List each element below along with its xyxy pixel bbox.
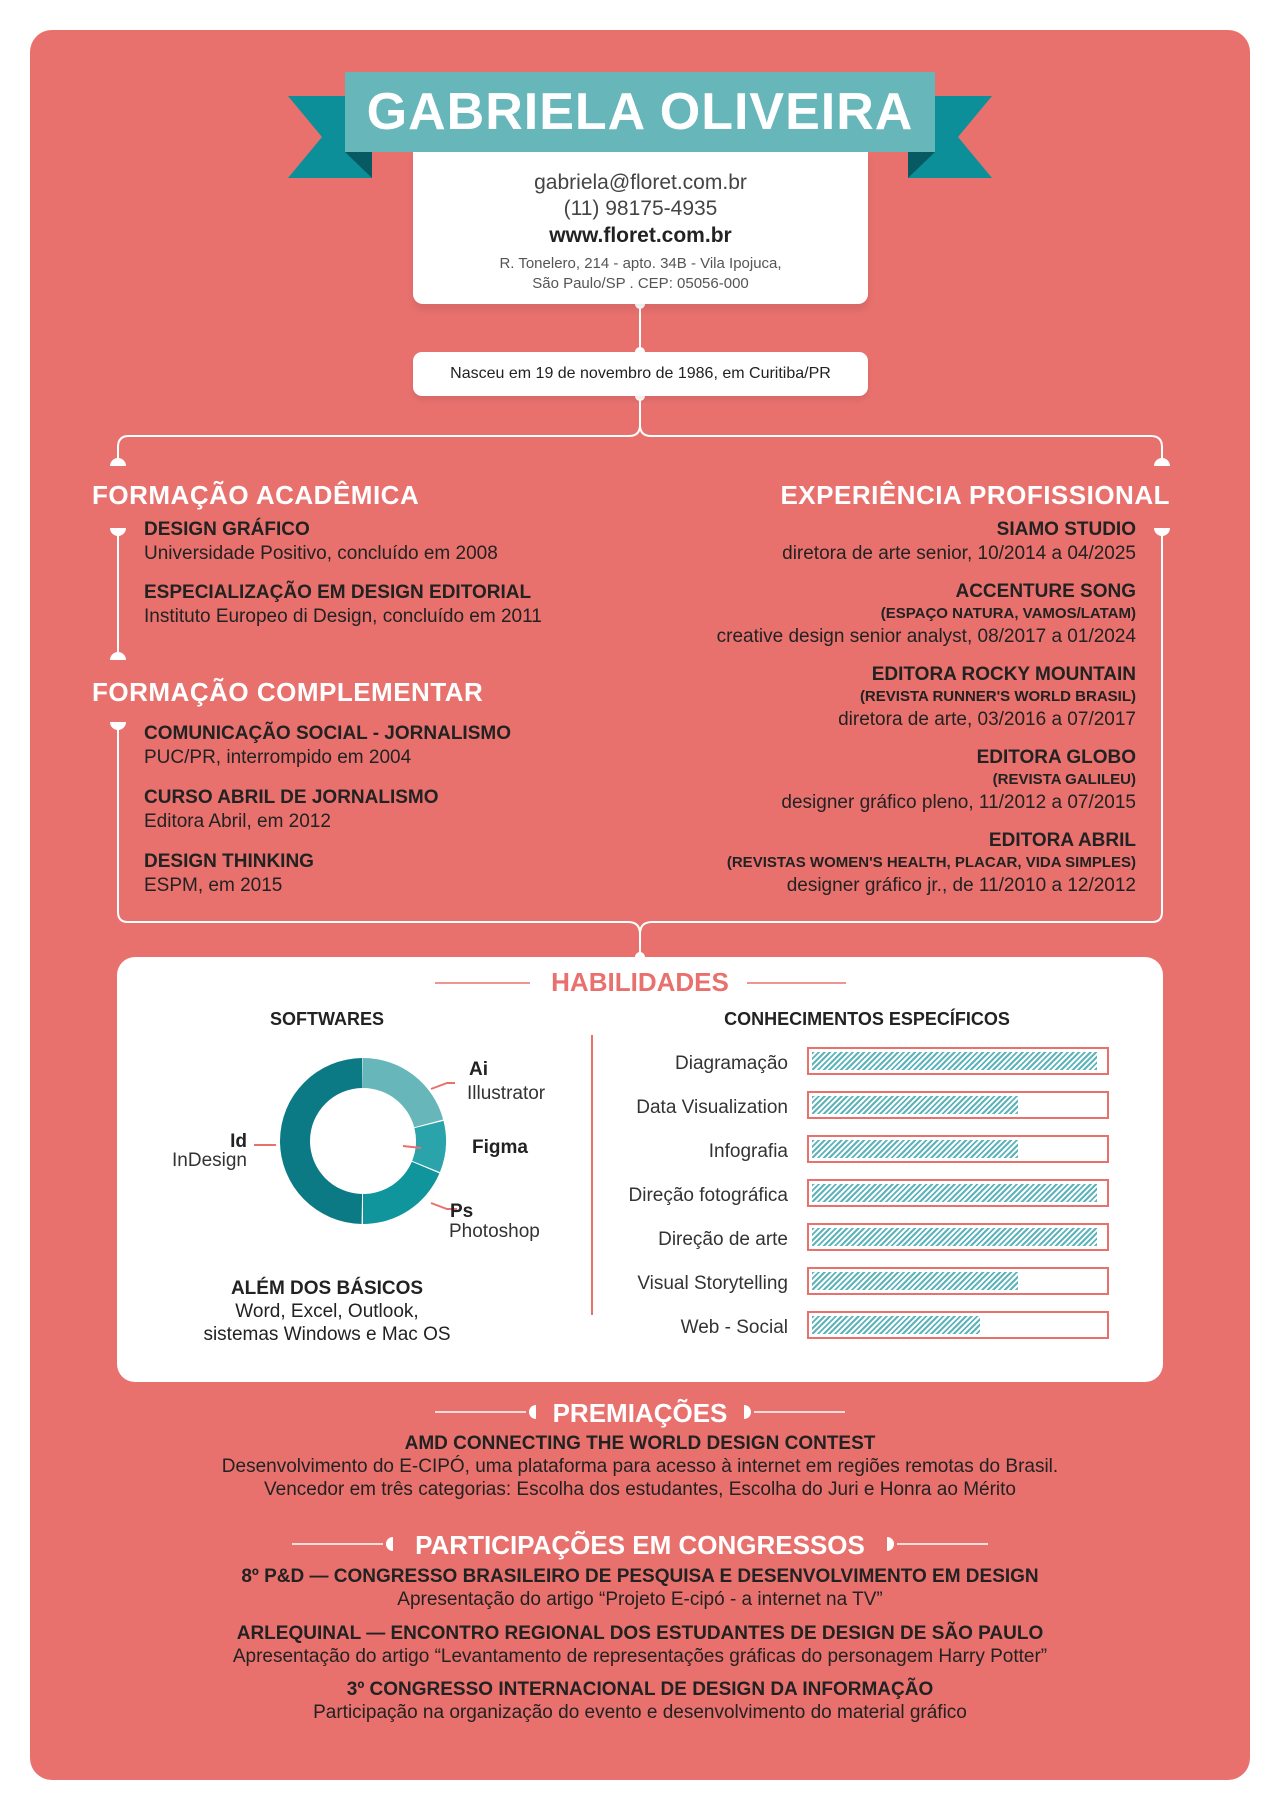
course-detail: Editora Abril, em 2012: [144, 811, 331, 832]
education-title: DESIGN GRÁFICO: [144, 519, 310, 540]
phone: (11) 98175-4935: [563, 197, 718, 220]
job-title: EDITORA GLOBO: [976, 747, 1136, 768]
donut-segment-photoshop: [363, 1162, 439, 1224]
job-subtitle: (REVISTA RUNNER'S WORLD BRASIL): [859, 688, 1136, 705]
birth-info: Nasceu em 19 de novembro de 1986, em Curitiba/PR: [413, 352, 868, 396]
education-title: ESPECIALIZAÇÃO EM DESIGN EDITORIAL: [144, 582, 532, 603]
job-title: ACCENTURE SONG: [955, 581, 1136, 602]
congress-title: 8º P&D — CONGRESSO BRASILEIRO DE PESQUISA E DESENVOLVIMENTO EM DESIGN: [241, 1566, 1039, 1587]
section-formacao-academica: FORMAÇÃO ACADÊMICA: [92, 480, 420, 510]
software-name-figma: Figma: [472, 1137, 528, 1158]
skill-label: Diagramação: [675, 1053, 788, 1074]
award-title: AMD CONNECTING THE WORLD DESIGN CONTEST: [404, 1433, 876, 1454]
job-subtitle: (ESPAÇO NATURA, VAMOS/LATAM): [880, 605, 1136, 622]
skill-bar: [807, 1091, 1109, 1119]
skill-bar: [807, 1223, 1109, 1251]
congress-title: 3º CONGRESSO INTERNACIONAL DE DESIGN DA INFORMAÇÃO: [346, 1679, 934, 1700]
course-detail: PUC/PR, interrompido em 2004: [144, 747, 412, 768]
job-title: SIAMO STUDIO: [996, 519, 1136, 540]
education-detail: Universidade Positivo, concluído em 2008: [144, 543, 498, 564]
donut-segment-illustrator: [363, 1058, 443, 1127]
alem-line-1: Word, Excel, Outlook,: [235, 1301, 419, 1322]
donut-segment-indesign: [280, 1058, 363, 1224]
congress-title: ARLEQUINAL — ENCONTRO REGIONAL DOS ESTUDANTES DE DESIGN DE SÃO PAULO: [236, 1623, 1044, 1644]
skill-bar: [807, 1179, 1109, 1207]
section-habilidades: HABILIDADES: [551, 967, 729, 997]
skill-bar: [807, 1047, 1109, 1075]
contact-card: [413, 152, 868, 304]
education-detail: Instituto Europeo di Design, concluído em 2011: [144, 606, 542, 627]
software-name-photoshop: Photoshop: [449, 1221, 540, 1242]
skill-bar: [807, 1135, 1109, 1163]
job-detail: designer gráfico jr., de 11/2010 a 12/2012: [786, 875, 1136, 896]
software-donut-chart: [117, 957, 592, 1257]
software-name-illustrator: Illustrator: [467, 1083, 546, 1104]
course-title: CURSO ABRIL DE JORNALISMO: [144, 787, 439, 808]
skill-label: Direção de arte: [658, 1229, 788, 1250]
course-detail: ESPM, em 2015: [144, 875, 283, 896]
congress-detail: Participação na organização do evento e desenvolvimento do material gráfico: [313, 1702, 967, 1723]
skill-label: Visual Storytelling: [637, 1273, 788, 1294]
software-abbr-illustrator: Ai: [469, 1059, 488, 1080]
congress-detail: Apresentação do artigo “Projeto E-cipó - a internet na TV”: [397, 1589, 883, 1610]
skill-bar: [807, 1267, 1109, 1295]
alem-title: ALÉM DOS BÁSICOS: [230, 1278, 424, 1299]
job-title: EDITORA ABRIL: [988, 830, 1136, 851]
course-title: DESIGN THINKING: [144, 851, 314, 872]
address-line-2: São Paulo/SP . CEP: 05056-000: [532, 275, 749, 292]
section-formacao-complementar: FORMAÇÃO COMPLEMENTAR: [92, 677, 484, 707]
award-line-1: Desenvolvimento do E-CIPÓ, uma plataforma para acesso à internet em regiões remotas do Brasil.: [221, 1456, 1059, 1477]
job-subtitle: (REVISTA GALILEU): [992, 771, 1136, 788]
skills-panel: [117, 957, 1163, 1382]
skill-label: Infografia: [708, 1141, 788, 1162]
website-link[interactable]: www.floret.com.br: [549, 224, 732, 247]
alem-line-2: sistemas Windows e Mac OS: [203, 1324, 451, 1345]
job-title: EDITORA ROCKY MOUNTAIN: [871, 664, 1136, 685]
job-detail: diretora de arte senior, 10/2014 a 04/2025: [782, 543, 1136, 564]
job-detail: creative design senior analyst, 08/2017 a 01/2024: [716, 626, 1136, 647]
section-experiencia: EXPERIÊNCIA PROFISSIONAL: [780, 480, 1170, 510]
award-line-2: Vencedor em três categorias: Escolha dos estudantes, Escolha do Juri e Honra ao Mérito: [264, 1479, 1016, 1500]
section-premiacoes: PREMIAÇÕES: [552, 1398, 728, 1428]
softwares-title: SOFTWARES: [269, 1009, 384, 1029]
resume-name: GABRIELA OLIVEIRA: [366, 83, 914, 141]
job-subtitle: (REVISTAS WOMEN'S HEALTH, PLACAR, VIDA SIMPLES): [726, 854, 1136, 871]
job-detail: designer gráfico pleno, 11/2012 a 07/2015: [781, 792, 1136, 813]
software-name-indesign: InDesign: [172, 1150, 247, 1171]
email[interactable]: gabriela@floret.com.br: [534, 171, 747, 194]
skill-label: Direção fotográfica: [628, 1185, 788, 1206]
job-detail: diretora de arte, 03/2016 a 07/2017: [838, 709, 1136, 730]
conhecimentos-title: CONHECIMENTOS ESPECÍFICOS: [724, 1009, 1010, 1029]
skill-label: Web - Social: [680, 1317, 788, 1338]
address-line-1: R. Tonelero, 214 - apto. 34B - Vila Ipojuca,: [499, 255, 782, 272]
software-abbr-indesign: Id: [230, 1131, 247, 1152]
congress-detail: Apresentação do artigo “Levantamento de representações gráficas do personagem Harry Potter”: [232, 1646, 1048, 1667]
skill-label: Data Visualization: [636, 1097, 788, 1118]
course-title: COMUNICAÇÃO SOCIAL - JORNALISMO: [144, 723, 511, 744]
software-abbr-photoshop: Ps: [450, 1201, 474, 1222]
section-congressos: PARTICIPAÇÕES EM CONGRESSOS: [415, 1530, 865, 1560]
skill-bar: [807, 1311, 1109, 1339]
